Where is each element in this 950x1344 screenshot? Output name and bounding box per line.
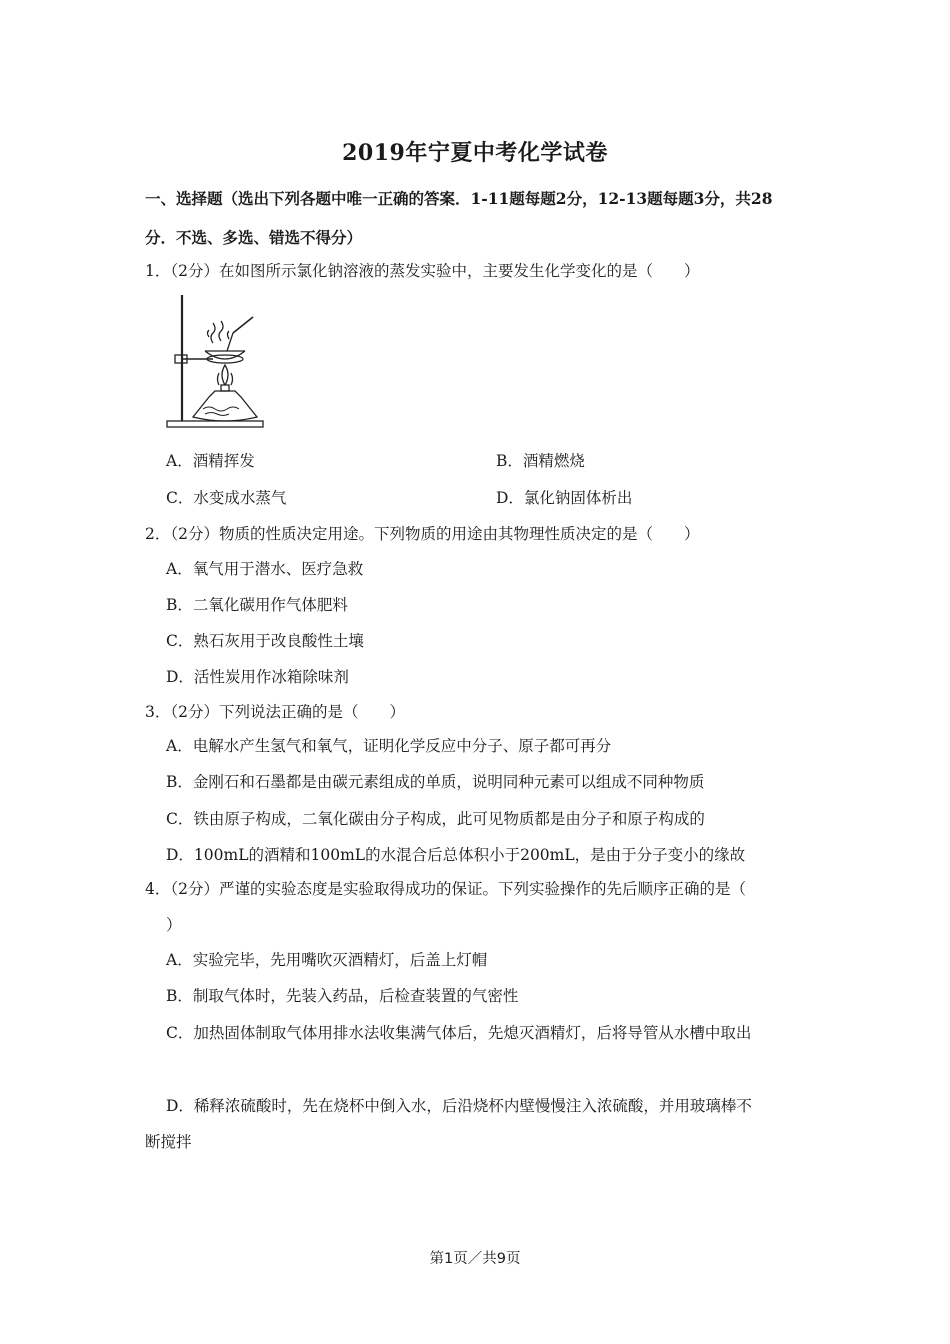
question-2-option-a: A．氧气用于潜水、医疗急救 — [166, 560, 364, 578]
evaporation-apparatus-figure — [163, 293, 265, 431]
question-4-option-d-continuation: 断搅拌 — [145, 1133, 192, 1151]
question-4-stem: 4．（2分）严谨的实验态度是实验取得成功的保证。下列实验操作的先后顺序正确的是（ — [145, 880, 746, 898]
page-footer: 第1页／共9页 — [429, 1251, 521, 1267]
question-2-option-b: B．二氧化碳用作气体肥料 — [166, 596, 348, 614]
question-2-option-c: C．熟石灰用于改良酸性土壤 — [166, 632, 364, 650]
section-heading-line2: 分．不选、多选、错选不得分） — [145, 228, 363, 247]
question-2-option-d: D．活性炭用作冰箱除味剂 — [166, 668, 349, 686]
question-4-option-c: C．加热固体制取气体用排水法收集满气体后，先熄灭酒精灯，后将导管从水槽中取出 — [166, 1024, 752, 1042]
question-1-option-b: B．酒精燃烧 — [496, 452, 585, 470]
question-3-option-b: B．金刚石和石墨都是由碳元素组成的单质，说明同种元素可以组成不同种物质 — [166, 773, 705, 791]
question-1-option-c: C．水变成水蒸气 — [166, 489, 287, 507]
question-3-stem: 3．（2分）下列说法正确的是（ ） — [145, 703, 405, 721]
question-1-option-a: A．酒精挥发 — [166, 452, 255, 470]
question-4-stem-continuation: ） — [166, 916, 182, 934]
question-3-option-a: A．电解水产生氢气和氧气，证明化学反应中分子、原子都可再分 — [166, 737, 612, 755]
question-1-option-d: D．氯化钠固体析出 — [496, 489, 633, 507]
question-4-option-a: A．实验完毕，先用嘴吹灭酒精灯，后盖上灯帽 — [166, 951, 488, 969]
question-1-stem: 1．（2分）在如图所示氯化钠溶液的蒸发实验中，主要发生化学变化的是（ ） — [145, 262, 700, 280]
question-2-stem: 2．（2分）物质的性质决定用途。下列物质的用途由其物理性质决定的是（ ） — [145, 525, 700, 543]
question-3-option-c: C．铁由原子构成，二氧化碳由分子构成，此可见物质都是由分子和原子构成的 — [166, 810, 705, 828]
question-4-option-d: D．稀释浓硫酸时，先在烧杯中倒入水，后沿烧杯内壁慢慢注入浓硫酸，并用玻璃棒不 — [166, 1097, 752, 1115]
page-title: 2019年宁夏中考化学试卷 — [342, 140, 608, 166]
question-3-option-d: D．100mL的酒精和100mL的水混合后总体积小于200mL，是由于分子变小的缘故 — [166, 846, 746, 864]
section-heading-line1: 一、选择题（选出下列各题中唯一正确的答案．1-11题每题2分，12-13题每题3分，共28 — [145, 189, 773, 208]
evaporation-apparatus-icon — [163, 293, 265, 431]
question-4-option-b: B．制取气体时，先装入药品，后检查装置的气密性 — [166, 987, 519, 1005]
